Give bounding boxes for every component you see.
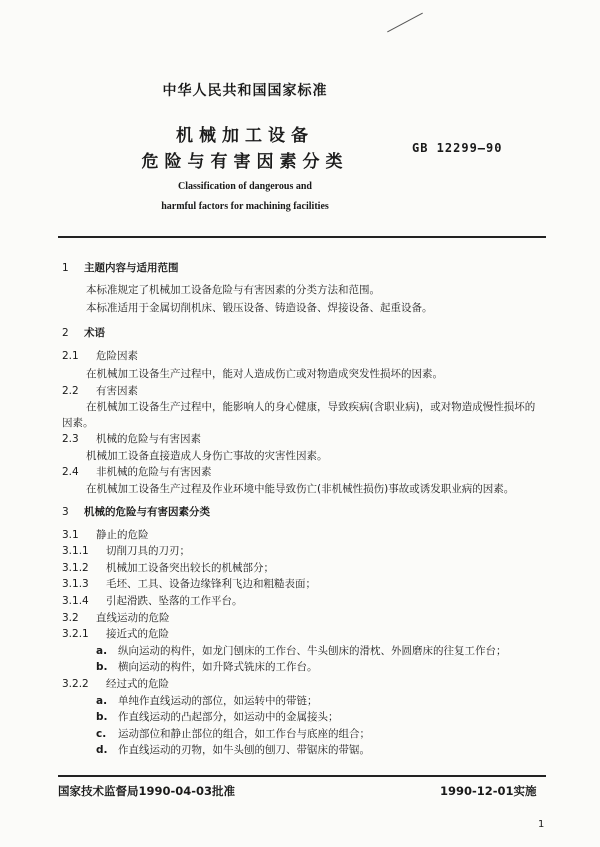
english-title-1: Classification of dangerous and [177, 181, 312, 192]
paragraph: 本标准适用于金属切削机床、锻压设备、铸造设备、焊接设备、起重设备。 [86, 302, 433, 314]
footer-divider [58, 775, 546, 777]
scan-mark [387, 13, 423, 33]
clause-3-1-3: 3.1.3 毛坯、工具、设备边缘锋利飞边和粗糙表面； [62, 578, 316, 590]
header-divider [58, 236, 546, 238]
term-2-3: 2.3 机械的危险与有害因素 [62, 433, 201, 445]
term-definition: 在机械加工设备生产过程及作业环境中能导致伤亡(非机械性损伤)事故或诱发职业病的因素。 [86, 483, 515, 495]
english-title-2: harmful factors for machining facilities [161, 201, 329, 212]
clause-3-1: 3.1 静止的危险 [62, 529, 149, 541]
list-item: b. 作直线运动的凸起部分，如运动中的金属接头； [96, 711, 339, 723]
list-item: a. 单纯作直线运动的部位，如运转中的带链； [96, 695, 318, 707]
term-definition: 机械加工设备直接造成人身伤亡事故的灾害性因素。 [86, 450, 328, 462]
clause-3-1-1: 3.1.1 切削刀具的刀刃； [62, 545, 190, 557]
list-item: a. 纵向运动的构件，如龙门刨床的工作台、牛头刨床的滑枕、外圆磨床的往复工作台； [96, 645, 507, 657]
approval-date: 国家技术监督局1990-04-03批准 [58, 784, 236, 798]
section-2-heading: 2 术语 [62, 327, 105, 339]
standard-code: GB 12299—90 [412, 141, 503, 155]
clause-3-2: 3.2 直线运动的危险 [62, 612, 170, 624]
clause-3-2-1: 3.2.1 接近式的危险 [62, 628, 169, 640]
term-2-2: 2.2 有害因素 [62, 385, 138, 397]
term-2-4: 2.4 非机械的危险与有害因素 [62, 466, 212, 478]
clause-3-2-2: 3.2.2 经过式的危险 [62, 678, 169, 690]
list-item: c. 运动部位和静止部位的组合，如工作台与底座的组合； [96, 728, 370, 740]
term-definition: 在机械加工设备生产过程中，能对人造成伤亡或对物造成突发性损坏的因素。 [86, 368, 443, 380]
page-number: 1 [538, 819, 545, 830]
term-definition: 在机械加工设备生产过程中，能影响人的身心健康，导致疾病(含职业病)，或对物造成慢性损坏的 [86, 401, 536, 413]
section-1-heading: 1 主题内容与适用范围 [62, 262, 179, 274]
clause-3-1-2: 3.1.2 机械加工设备突出较长的机械部分； [62, 562, 274, 574]
document-header: 中华人民共和国国家标准 [162, 83, 328, 99]
section-3-heading: 3 机械的危险与有害因素分类 [62, 506, 210, 518]
effective-date: 1990-12-01实施 [440, 784, 537, 798]
clause-3-1-4: 3.1.4 引起滑跌、坠落的工作平台。 [62, 595, 243, 607]
title-line-1: 机械加工设备 [176, 126, 314, 146]
paragraph: 本标准规定了机械加工设备危险与有害因素的分类方法和范围。 [86, 284, 380, 296]
title-line-2: 危险与有害因素分类 [141, 152, 349, 172]
list-item: b. 横向运动的构件，如升降式铣床的工作台。 [96, 661, 318, 673]
term-2-1: 2.1 危险因素 [62, 350, 138, 362]
list-item: d. 作直线运动的刃物，如牛头刨的刨刀、带锯床的带锯。 [96, 744, 370, 756]
term-definition-cont: 因素。 [62, 417, 94, 429]
